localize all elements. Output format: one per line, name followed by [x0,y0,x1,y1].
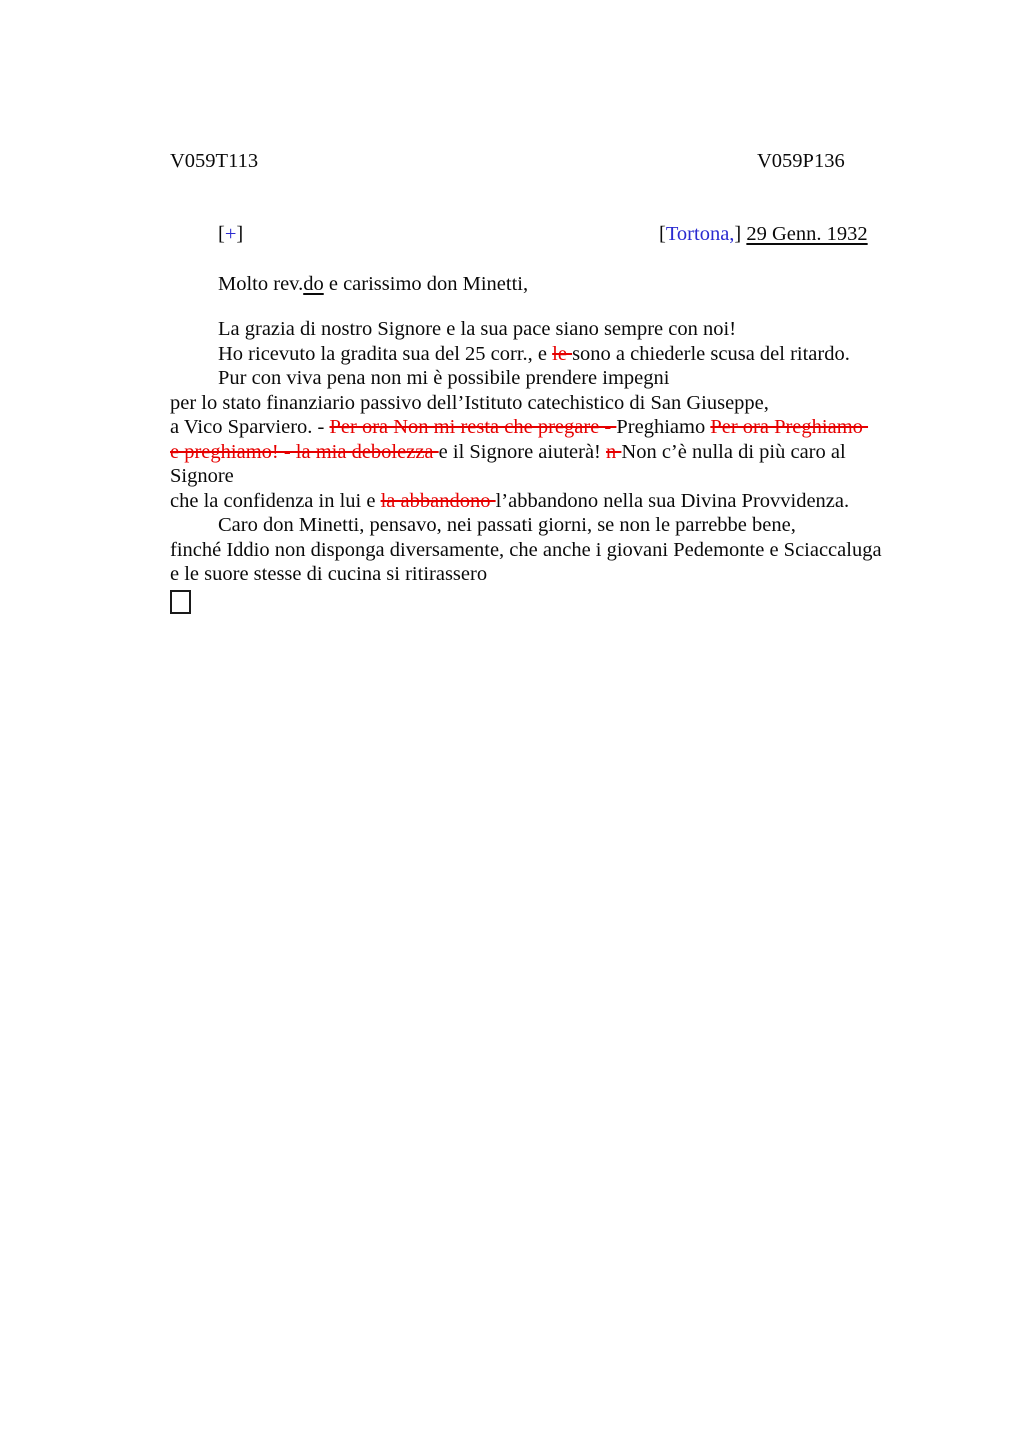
deleted-text: Per ora Non mi resta che pregare - [329,416,617,438]
cross-marker-close-bracket: ] [236,223,244,245]
place-open-bracket: [ [659,223,666,245]
salutation [170,272,528,297]
text-segment: Non c’è nulla di più caro al [621,440,846,463]
deleted-text: la abbandono [380,489,496,512]
text-segment: che la confidenza in lui e [170,489,381,512]
body-line: finché Iddio non disponga diversamente, che anche i giovani Pedemonte e Sciaccaluga [170,538,882,561]
archive-code-left: V059T113 [170,150,259,172]
deleted-text: n [606,440,622,463]
text-segment: l’abbandono nella sua Divina Provvidenza. [495,489,850,512]
archive-code-right: V059P136 [757,150,845,172]
body-line: Caro don Minetti, pensavo, nei passati giorni, se non le parrebbe bene, [218,514,796,536]
cross-marker-open-bracket: [ [218,223,225,245]
body-line: Pur con viva pena non mi è possibile prendere impegni [218,367,670,389]
body-line: La grazia di nostro Signore e la sua pace siano sempre con noi! [218,318,737,340]
body-line [170,440,910,465]
body-line [170,489,910,514]
body-line [170,415,910,440]
body-line [170,587,910,612]
body-line: Signore [170,465,234,487]
text-segment: a Vico Sparviero. - [170,416,330,438]
cross-marker-plus: + [224,223,237,245]
cross-marker [170,222,243,247]
letter-date: 29 Genn. 1932 [746,223,868,245]
body-line [170,342,910,367]
body-line: per lo stato finanziario passivo dell’Istituto catechistico di San Giuseppe, [170,391,769,414]
empty-square-glyph [170,590,191,614]
text-segment: Preghiamo [616,416,711,438]
text-segment: sono a chiederle scusa del ritardo. [572,342,850,365]
salutation-rest: e carissimo don Minetti, [323,273,529,295]
deleted-text: Per ora Preghiamo [710,416,869,438]
salutation-abbreviation: do [303,273,324,295]
place-name: Tortona, [665,223,735,245]
deleted-text: le [552,342,573,365]
text-segment: e il Signore aiuterà! [438,440,607,463]
salutation-lead: Molto rev. [218,273,304,295]
text-segment: Ho ricevuto la gradita sua del 25 corr., e [218,342,553,365]
body-line: e le suore stesse di cucina si ritirassero [170,563,488,585]
place-close-bracket: ] [734,223,742,245]
deleted-text: e preghiamo! - la mia debolezza [170,440,439,463]
place-and-date [659,222,868,247]
letter-body [170,317,910,611]
